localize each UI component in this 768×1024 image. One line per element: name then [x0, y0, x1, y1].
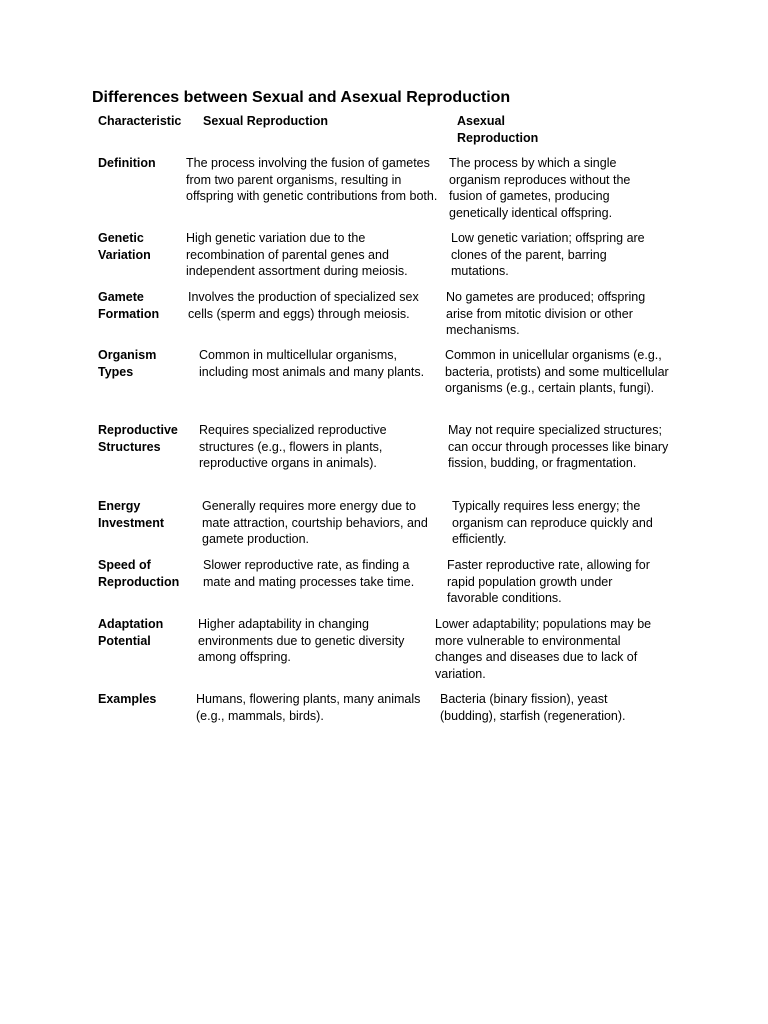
characteristic-line: Investment — [98, 515, 164, 530]
characteristic-line: Reproductive — [98, 423, 178, 437]
header-characteristic: Characteristic — [98, 114, 182, 128]
row-speed-of-reproduction-characteristic — [98, 557, 184, 590]
row-adaptation-potential-characteristic — [98, 616, 184, 649]
row-organism-types-asexual: Common in unicellular organisms (e.g., bacteria, protists) and some multicellular organisms (e.g., certain plants, fungi). — [445, 348, 669, 395]
characteristic-line: Potential — [98, 633, 151, 648]
characteristic-line: Gamete — [98, 290, 144, 304]
row-genetic-variation-asexual: Low genetic variation; offspring are clones of the parent, barring mutations. — [451, 231, 645, 278]
row-genetic-variation-characteristic — [98, 230, 184, 263]
characteristic-line: Examples — [98, 692, 157, 706]
header-asexual-line-1: Asexual — [457, 114, 505, 128]
characteristic-line: Variation — [98, 247, 151, 262]
row-gamete-formation-characteristic — [98, 289, 184, 322]
row-reproductive-structures-characteristic — [98, 422, 184, 455]
row-genetic-variation-sexual: High genetic variation due to the recombination of parental genes and independent assortment during meiosis. — [186, 231, 408, 278]
row-gamete-formation-sexual: Involves the production of specialized sex cells (sperm and eggs) through meiosis. — [188, 290, 419, 321]
characteristic-line: Structures — [98, 439, 161, 454]
row-definition-characteristic — [98, 155, 184, 172]
document-title: Differences between Sexual and Asexual Reproduction — [92, 89, 511, 106]
header-asexual-line-2: Reproduction — [457, 130, 539, 145]
row-reproductive-structures-sexual: Requires specialized reproductive structures (e.g., flowers in plants, reproductive organs in animals). — [199, 423, 387, 470]
row-adaptation-potential-sexual: Higher adaptability in changing environments due to genetic diversity among offspring. — [198, 617, 405, 664]
row-reproductive-structures-asexual: May not require specialized structures; can occur through processes like binary fission, budding, or fragmentation. — [448, 423, 669, 470]
row-examples-characteristic — [98, 691, 184, 708]
row-gamete-formation-asexual: No gametes are produced; offspring arise from mitotic division or other mechanisms. — [446, 290, 646, 337]
row-energy-investment-asexual: Typically requires less energy; the organism can reproduce quickly and efficiently. — [452, 499, 653, 546]
characteristic-line: Types — [98, 364, 134, 379]
row-organism-types-characteristic — [98, 347, 184, 380]
row-energy-investment-characteristic — [98, 498, 184, 531]
row-speed-of-reproduction-sexual: Slower reproductive rate, as finding a mate and mating processes take time. — [203, 558, 415, 589]
header-asexual-reproduction — [457, 113, 538, 146]
characteristic-line: Speed of — [98, 558, 151, 572]
characteristic-line: Reproduction — [98, 574, 180, 589]
row-examples-asexual: Bacteria (binary fission), yeast (budding), starfish (regeneration). — [440, 692, 626, 723]
row-definition-sexual: The process involving the fusion of gametes from two parent organisms, resulting in offspring with genetic contributions from both. — [186, 156, 438, 203]
row-examples-sexual: Humans, flowering plants, many animals (e.g., mammals, birds). — [196, 692, 421, 723]
row-speed-of-reproduction-asexual: Faster reproductive rate, allowing for rapid population growth under favorable conditions. — [447, 558, 650, 605]
row-organism-types-sexual: Common in multicellular organisms, including most animals and many plants. — [199, 348, 425, 379]
characteristic-line: Energy — [98, 499, 141, 513]
row-energy-investment-sexual: Generally requires more energy due to mate attraction, courtship behaviors, and gamete production. — [202, 499, 428, 546]
header-sexual-reproduction: Sexual Reproduction — [203, 114, 329, 128]
characteristic-line: Genetic — [98, 231, 144, 245]
characteristic-line: Adaptation — [98, 617, 164, 631]
characteristic-line: Organism — [98, 348, 157, 362]
characteristic-line: Definition — [98, 156, 156, 170]
row-adaptation-potential-asexual: Lower adaptability; populations may be more vulnerable to environmental changes and diseases due to lack of variation. — [435, 617, 652, 681]
characteristic-line: Formation — [98, 306, 160, 321]
row-definition-asexual: The process by which a single organism reproduces without the fusion of gametes, producing genetically identical offspring. — [449, 156, 631, 220]
